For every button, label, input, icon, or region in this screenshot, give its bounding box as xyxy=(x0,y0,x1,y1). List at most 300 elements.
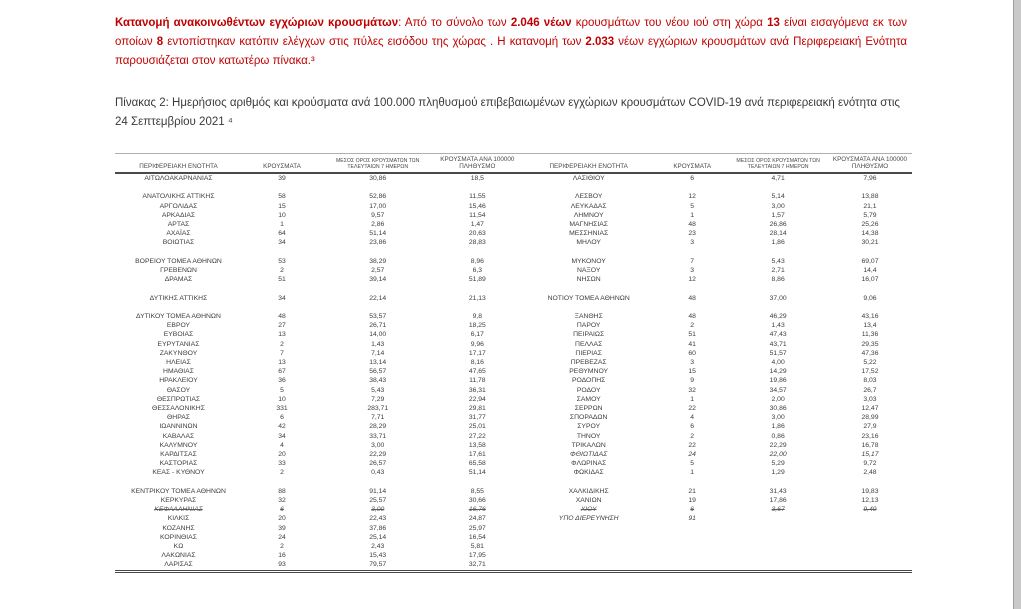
value-cell: 3,00 xyxy=(371,506,385,514)
value-cell xyxy=(828,284,912,293)
value-cell: 22,94 xyxy=(468,395,486,403)
value-cell: 26,7 xyxy=(863,386,877,394)
value-cell: 60 xyxy=(688,349,696,357)
table-row xyxy=(115,514,912,523)
value-cell: 34,57 xyxy=(769,386,787,394)
region-name-cell: ΔΡΑΜΑΣ xyxy=(164,276,193,284)
value-cell: 20 xyxy=(278,451,286,459)
intro-text: εντοπίστηκαν κατόπιν ελέγχων στις πύλες εισόδου της χώρας . Η κατανομή των xyxy=(163,36,586,48)
table-row xyxy=(115,321,912,330)
value-cell: 24 xyxy=(688,451,696,459)
value-cell xyxy=(728,478,828,487)
value-cell: 30,21 xyxy=(861,239,879,247)
value-cell: 51,57 xyxy=(769,349,787,357)
value-cell: 32,71 xyxy=(468,561,486,569)
table-row xyxy=(115,284,912,293)
table-row xyxy=(115,173,912,183)
value-cell: 19 xyxy=(688,497,696,505)
value-cell: 51,89 xyxy=(468,276,486,284)
value-cell: 4,71 xyxy=(771,175,785,182)
region-name-cell: ΚΕΦΑΛΛΗΝΙΑΣ xyxy=(154,506,203,514)
table-row xyxy=(115,459,912,468)
table-body xyxy=(115,173,912,571)
value-cell xyxy=(322,284,433,293)
value-cell: 32 xyxy=(688,386,696,394)
value-cell: 12,13 xyxy=(861,497,879,505)
value-cell: 30,86 xyxy=(769,405,787,413)
value-cell: 13,14 xyxy=(369,359,387,366)
value-cell: 3,00 xyxy=(371,441,385,449)
region-name-cell xyxy=(115,248,242,257)
value-cell: 69,07 xyxy=(861,257,879,265)
value-cell: 47,36 xyxy=(861,349,879,357)
value-cell: 4,00 xyxy=(771,359,785,366)
value-cell: 1,47 xyxy=(470,221,484,228)
value-cell: 21 xyxy=(688,487,696,495)
table-row xyxy=(115,404,912,413)
intro-bold-text: Κατανομή ανακοινωθέντων εγχώριων κρουσμάτων xyxy=(115,17,399,29)
region-name-cell: ΠΕΙΡΑΙΩΣ xyxy=(573,331,605,339)
region-name-cell: ΣΑΜΟΥ xyxy=(576,395,601,403)
value-cell: 22,29 xyxy=(769,441,787,449)
value-cell: 15,46 xyxy=(468,202,486,210)
value-cell: 13 xyxy=(278,359,286,366)
value-cell xyxy=(656,524,728,533)
region-name-cell: ΜΥΚΟΝΟΥ xyxy=(571,257,606,265)
value-cell: 5,22 xyxy=(863,359,877,366)
region-name-cell xyxy=(521,183,656,192)
value-cell xyxy=(242,303,322,312)
value-cell: 1,86 xyxy=(771,239,785,247)
value-cell: 19,83 xyxy=(861,487,879,495)
region-name-cell: ΕΒΡΟΥ xyxy=(166,322,191,330)
value-cell: 16,54 xyxy=(468,533,486,541)
value-cell: 16 xyxy=(278,552,286,560)
value-cell: 5 xyxy=(280,386,284,394)
value-cell xyxy=(728,551,828,560)
region-name-cell: ΔΥΤΙΚΟΥ ΤΟΜΕΑ ΑΘΗΝΩΝ xyxy=(136,312,221,320)
table-row xyxy=(115,303,912,312)
value-cell: 24,87 xyxy=(468,515,486,523)
table-head xyxy=(115,154,912,174)
intro-text: : Από το σύνολο των xyxy=(398,17,511,29)
region-name-cell: ΒΟΡΕΙΟΥ ΤΟΜΕΑ ΑΘΗΝΩΝ xyxy=(135,257,222,265)
column-header: ΚΡΟΥΣΜΑΤΑ ΑΝΑ 100000 ΠΛΗΘΥΣΜΟ xyxy=(832,156,908,170)
region-name-cell xyxy=(521,303,656,312)
value-cell: 13,88 xyxy=(861,193,879,201)
region-name-cell: ΚΕΑΣ - ΚΥΘΝΟΥ xyxy=(152,469,205,477)
column-header: ΚΡΟΥΣΜΑΤΑ xyxy=(263,163,301,170)
table-row xyxy=(115,395,912,404)
value-cell: 7,96 xyxy=(863,175,877,182)
value-cell: 4 xyxy=(280,441,284,449)
value-cell: 9,96 xyxy=(470,340,484,348)
value-cell: 65,58 xyxy=(468,460,486,468)
table-row xyxy=(115,183,912,192)
region-name-cell: ΘΕΣΣΑΛΟΝΙΚΗΣ xyxy=(152,405,205,413)
region-name-cell: ΚΕΡΚΥΡΑΣ xyxy=(160,497,197,505)
value-cell: 3,00 xyxy=(771,202,785,210)
column-header: ΠΕΡΙΦΕΡΕΙΑΚΗ ΕΝΟΤΗΤΑ xyxy=(139,163,218,170)
table-row xyxy=(115,238,912,247)
value-cell: 91 xyxy=(688,515,696,523)
value-cell: 6 xyxy=(690,175,695,182)
value-cell: 2,71 xyxy=(771,267,785,274)
region-name-cell: ΔΥΤΙΚΗΣ ΑΤΤΙΚΗΣ xyxy=(149,294,208,302)
value-cell: 0,43 xyxy=(371,469,385,477)
value-cell: 6 xyxy=(690,423,695,431)
value-cell: 36,31 xyxy=(468,386,486,394)
region-name-cell: ΠΡΕΒΕΖΑΣ xyxy=(570,359,607,366)
table-row xyxy=(115,413,912,422)
value-cell xyxy=(322,248,433,257)
region-name-cell xyxy=(521,560,656,571)
value-cell: 283,71 xyxy=(367,405,389,413)
value-cell: 15,43 xyxy=(369,552,387,560)
value-cell xyxy=(828,551,912,560)
value-cell: 39 xyxy=(278,175,286,182)
value-cell: 32 xyxy=(278,497,286,505)
table-row xyxy=(115,248,912,257)
value-cell: 28,99 xyxy=(861,414,879,422)
value-cell xyxy=(656,248,728,257)
region-name-cell: ΑΡΓΟΛΙΔΑΣ xyxy=(159,202,198,210)
value-cell: 8,16 xyxy=(470,359,484,366)
value-cell xyxy=(828,560,912,571)
region-name-cell: ΖΑΚΥΝΘΟΥ xyxy=(159,349,198,357)
value-cell: 37,86 xyxy=(369,524,387,532)
value-cell: 34 xyxy=(278,239,286,247)
table-row xyxy=(115,505,912,514)
table-row xyxy=(115,450,912,459)
value-cell: 48 xyxy=(688,294,696,302)
value-cell: 16,07 xyxy=(861,276,879,284)
region-name-cell: ΗΛΕΙΑΣ xyxy=(166,359,191,366)
value-cell: 52,86 xyxy=(369,193,387,201)
value-cell xyxy=(656,478,728,487)
value-cell xyxy=(728,514,828,523)
value-cell xyxy=(828,183,912,192)
value-cell xyxy=(728,542,828,551)
value-cell: 47,43 xyxy=(769,331,787,339)
region-name-cell: ΤΗΝΟΥ xyxy=(576,432,601,440)
value-cell: 34 xyxy=(278,294,286,302)
value-cell: 6,17 xyxy=(470,331,484,339)
table-row xyxy=(115,478,912,487)
table-row xyxy=(115,312,912,321)
region-name-cell: ΘΕΣΠΡΩΤΙΑΣ xyxy=(156,395,201,403)
region-name-cell: ΙΩΑΝΝΙΝΩΝ xyxy=(159,423,198,431)
value-cell: 5,79 xyxy=(863,211,877,219)
value-cell: 14,00 xyxy=(369,331,387,339)
region-name-cell xyxy=(521,478,656,487)
table-row xyxy=(115,386,912,395)
value-cell: 9,57 xyxy=(371,211,385,219)
value-cell: 26,57 xyxy=(369,460,387,468)
value-cell: 2 xyxy=(690,432,695,440)
value-cell: 25,57 xyxy=(369,497,387,505)
value-cell xyxy=(828,514,912,523)
value-cell: 18,5 xyxy=(470,175,484,182)
table-row xyxy=(115,487,912,496)
value-cell: 39 xyxy=(278,524,286,532)
value-cell: 22,43 xyxy=(369,515,387,523)
value-cell: 29,35 xyxy=(861,340,879,348)
region-name-cell xyxy=(521,284,656,293)
value-cell: 7,14 xyxy=(371,349,385,357)
region-name-cell: ΚΑΣΤΟΡΙΑΣ xyxy=(159,460,198,468)
table-row xyxy=(115,468,912,477)
value-cell: 88 xyxy=(278,487,286,495)
value-cell: 10 xyxy=(278,395,286,403)
value-cell: 5,81 xyxy=(470,543,484,551)
region-name-cell xyxy=(115,303,242,312)
region-name-cell: ΑΝΑΤΟΛΙΚΗΣ ΑΤΤΙΚΗΣ xyxy=(142,193,215,201)
column-header: ΜΕΣΟΣ ΟΡΟΣ ΚΡΟΥΣΜΑΤΩΝ ΤΩΝ ΤΕΛΕΥΤΑΙΩΝ 7 ΗΜΕΡΩΝ xyxy=(335,158,420,170)
value-cell xyxy=(728,248,828,257)
covid-cases-table xyxy=(115,153,912,573)
region-name-cell: ΦΩΚΙΔΑΣ xyxy=(573,469,604,477)
value-cell: 26,86 xyxy=(769,221,787,228)
table-row xyxy=(115,533,912,542)
value-cell: 25,26 xyxy=(861,221,879,228)
value-cell xyxy=(728,303,828,312)
value-cell: 42 xyxy=(278,423,286,431)
value-cell: 31,43 xyxy=(769,487,787,495)
value-cell: 26,71 xyxy=(369,322,387,330)
intro-text: νέων εγχώριων κρουσμάτων ανά Περιφερειακή Ενότητα παρουσιάζεται στον κατωτέρω πίνακα.³ xyxy=(115,36,907,67)
value-cell: 1,86 xyxy=(771,423,785,431)
region-name-cell: ΠΑΡΟΥ xyxy=(576,322,601,330)
value-cell: 5,43 xyxy=(371,386,385,394)
region-name-cell: ΜΑΓΝΗΣΙΑΣ xyxy=(569,221,608,228)
value-cell xyxy=(242,248,322,257)
region-name-cell: ΦΛΩΡΙΝΑΣ xyxy=(571,460,607,468)
value-cell: 46,29 xyxy=(769,312,787,320)
value-cell xyxy=(828,248,912,257)
value-cell: 1 xyxy=(280,221,284,228)
table-row xyxy=(115,358,912,367)
value-cell: 17,52 xyxy=(861,368,879,376)
value-cell: 23,16 xyxy=(861,432,879,440)
value-cell: 25,14 xyxy=(369,533,387,541)
value-cell: 3,03 xyxy=(863,395,877,403)
value-cell: 11,36 xyxy=(861,331,879,339)
table-header-row xyxy=(115,154,912,174)
table-row xyxy=(115,257,912,266)
value-cell: 1 xyxy=(690,211,695,219)
value-cell: 48 xyxy=(688,221,696,228)
region-name-cell: ΕΥΒΟΙΑΣ xyxy=(163,331,194,339)
table-caption: Πίνακας 2: Ημερήσιος αριθμός και κρούσματα ανά 100.000 πληθυσμού επιβεβαιωμένων εγχώριων κρουσμάτων COVID-19 ανά περιφερειακή ενότητα στις 24 Σεπτεμβρίου 2021 ⁴ xyxy=(115,97,900,128)
value-cell: 1,43 xyxy=(771,322,785,330)
table-row xyxy=(115,441,912,450)
value-cell: 2,48 xyxy=(863,469,877,477)
value-cell xyxy=(828,542,912,551)
region-name-cell: ΠΕΛΛΑΣ xyxy=(575,340,603,348)
value-cell: 43,16 xyxy=(861,312,879,320)
value-cell: 14,38 xyxy=(861,230,879,238)
region-name-cell: ΚΟΖΑΝΗΣ xyxy=(162,524,195,532)
value-cell: 21,13 xyxy=(468,294,486,302)
value-cell: 21,1 xyxy=(863,202,877,210)
region-name-cell: ΧΑΛΚΙΔΙΚΗΣ xyxy=(568,487,609,495)
region-name-cell: ΡΟΔΟΥ xyxy=(576,386,601,394)
value-cell xyxy=(728,284,828,293)
region-name-cell: ΜΗΛΟΥ xyxy=(576,239,601,247)
value-cell xyxy=(828,478,912,487)
value-cell: 33 xyxy=(278,460,286,468)
value-cell: 53 xyxy=(278,257,286,265)
value-cell xyxy=(433,183,521,192)
value-cell: 16,78 xyxy=(861,441,879,449)
value-cell: 9,8 xyxy=(472,312,483,320)
value-cell: 2 xyxy=(280,340,284,348)
value-cell xyxy=(433,248,521,257)
region-name-cell: ΥΠΟ ΔΙΕΡΕΥΝΗΣΗ xyxy=(558,515,619,523)
value-cell: 41 xyxy=(688,340,696,348)
value-cell: 67 xyxy=(278,368,286,376)
value-cell: 3,00 xyxy=(771,414,785,422)
value-cell: 48 xyxy=(688,312,696,320)
value-cell: 1,29 xyxy=(771,469,785,477)
intro-bold-text: 2.033 xyxy=(585,36,615,48)
column-header: ΚΡΟΥΣΜΑΤΑ ΑΝΑ 100000 ΠΛΗΘΥΣΜΟ xyxy=(440,156,515,170)
column-header: ΜΕΣΟΣ ΟΡΟΣ ΚΡΟΥΣΜΑΤΩΝ ΤΩΝ ΤΕΛΕΥΤΑΙΩΝ 7 ΗΜΕΡΩΝ xyxy=(736,158,820,170)
region-name-cell: ΧΙΟΥ xyxy=(580,506,597,514)
value-cell xyxy=(656,551,728,560)
value-cell: 15 xyxy=(278,202,286,210)
table-row xyxy=(115,340,912,349)
region-name-cell: ΚΙΛΚΙΣ xyxy=(167,515,190,523)
value-cell: 6,3 xyxy=(472,267,483,274)
value-cell: 9 xyxy=(690,377,695,385)
region-name-cell: ΞΑΝΘΗΣ xyxy=(574,312,603,320)
value-cell: 12,47 xyxy=(861,405,879,413)
table-row xyxy=(115,422,912,431)
value-cell: 37,00 xyxy=(769,294,787,302)
value-cell xyxy=(433,478,521,487)
value-cell: 38,29 xyxy=(369,257,387,265)
value-cell xyxy=(828,524,912,533)
intro-bold-text: 8 xyxy=(156,36,164,48)
region-name-cell: ΘΗΡΑΣ xyxy=(167,414,190,422)
value-cell: 23,86 xyxy=(369,239,387,247)
value-cell: 27,22 xyxy=(468,432,486,440)
value-cell: 8,03 xyxy=(863,377,877,385)
region-name-cell: ΛΑΣΙΘΙΟΥ xyxy=(572,175,605,182)
table-row xyxy=(115,496,912,505)
value-cell xyxy=(322,478,433,487)
value-cell xyxy=(728,533,828,542)
value-cell: 22,29 xyxy=(369,451,387,459)
value-cell xyxy=(656,303,728,312)
value-cell: 29,81 xyxy=(468,405,486,413)
value-cell: 14,29 xyxy=(769,368,787,376)
intro-bold-text: 13 xyxy=(767,17,780,29)
value-cell: 27 xyxy=(278,322,286,330)
value-cell: 5 xyxy=(690,460,695,468)
value-cell: 1,43 xyxy=(371,340,385,348)
value-cell: 48 xyxy=(278,312,286,320)
value-cell: 10 xyxy=(278,211,286,219)
value-cell: 12 xyxy=(688,193,696,201)
value-cell: 9,49 xyxy=(863,506,877,514)
value-cell xyxy=(433,303,521,312)
intro-text: κρουσμάτων του νέου ιού στη χώρα xyxy=(571,17,768,29)
region-name-cell xyxy=(115,478,242,487)
value-cell: 64 xyxy=(278,230,286,238)
value-cell xyxy=(242,284,322,293)
value-cell: 91,14 xyxy=(369,487,387,495)
value-cell: 28,83 xyxy=(468,239,486,247)
table-row xyxy=(115,542,912,551)
region-name-cell: ΒΟΙΩΤΙΑΣ xyxy=(162,239,195,247)
value-cell: 17,86 xyxy=(769,497,787,505)
region-name-cell: ΣΠΟΡΑΔΩΝ xyxy=(569,414,608,422)
value-cell xyxy=(656,560,728,571)
table-row xyxy=(115,192,912,201)
value-cell: 38,43 xyxy=(369,377,387,385)
value-cell: 31,77 xyxy=(468,414,486,422)
value-cell: 14,4 xyxy=(863,267,877,274)
value-cell: 7,29 xyxy=(371,395,385,403)
value-cell: 6 xyxy=(280,506,284,514)
value-cell: 56,57 xyxy=(369,368,387,376)
value-cell: 51,14 xyxy=(369,230,387,238)
region-name-cell: ΣΕΡΡΩΝ xyxy=(574,405,603,413)
value-cell: 53,57 xyxy=(369,312,387,320)
value-cell: 2,86 xyxy=(371,221,385,228)
region-name-cell xyxy=(521,248,656,257)
region-name-cell: ΝΑΞΟΥ xyxy=(576,267,601,274)
value-cell: 2,43 xyxy=(371,543,385,551)
value-cell: 13,58 xyxy=(468,441,486,449)
value-cell: 24 xyxy=(278,533,286,541)
value-cell xyxy=(828,303,912,312)
value-cell: 93 xyxy=(278,561,286,569)
value-cell xyxy=(656,284,728,293)
value-cell: 7 xyxy=(280,349,284,357)
value-cell: 7 xyxy=(690,257,695,265)
value-cell xyxy=(656,183,728,192)
region-name-cell: ΗΜΑΘΙΑΣ xyxy=(163,368,194,376)
value-cell xyxy=(828,533,912,542)
value-cell: 12 xyxy=(688,276,696,284)
value-cell: 5,29 xyxy=(771,460,785,468)
value-cell: 58 xyxy=(278,193,286,201)
region-name-cell xyxy=(521,524,656,533)
region-name-cell: ΑΙΤΩΛΟΑΚΑΡΝΑΝΙΑΣ xyxy=(144,175,213,182)
intro-text: είναι εισαγόμενα εκ των οποίων xyxy=(115,17,907,48)
value-cell xyxy=(242,183,322,192)
region-name-cell: ΚΟΡΙΝΘΙΑΣ xyxy=(160,533,197,541)
table-row xyxy=(115,211,912,220)
region-name-cell: ΛΑΚΩΝΙΑΣ xyxy=(161,552,196,560)
value-cell: 15 xyxy=(688,368,696,376)
table-row xyxy=(115,294,912,303)
value-cell: 8,55 xyxy=(470,487,484,495)
region-name-cell: ΑΡΚΑΔΙΑΣ xyxy=(161,211,196,219)
table-row xyxy=(115,367,912,376)
value-cell: 331 xyxy=(276,405,288,413)
value-cell: 5,43 xyxy=(771,257,785,265)
value-cell: 15,17 xyxy=(861,451,879,459)
table-row xyxy=(115,551,912,560)
value-cell: 18,25 xyxy=(468,322,486,330)
value-cell xyxy=(728,183,828,192)
value-cell: 28,29 xyxy=(369,423,387,431)
